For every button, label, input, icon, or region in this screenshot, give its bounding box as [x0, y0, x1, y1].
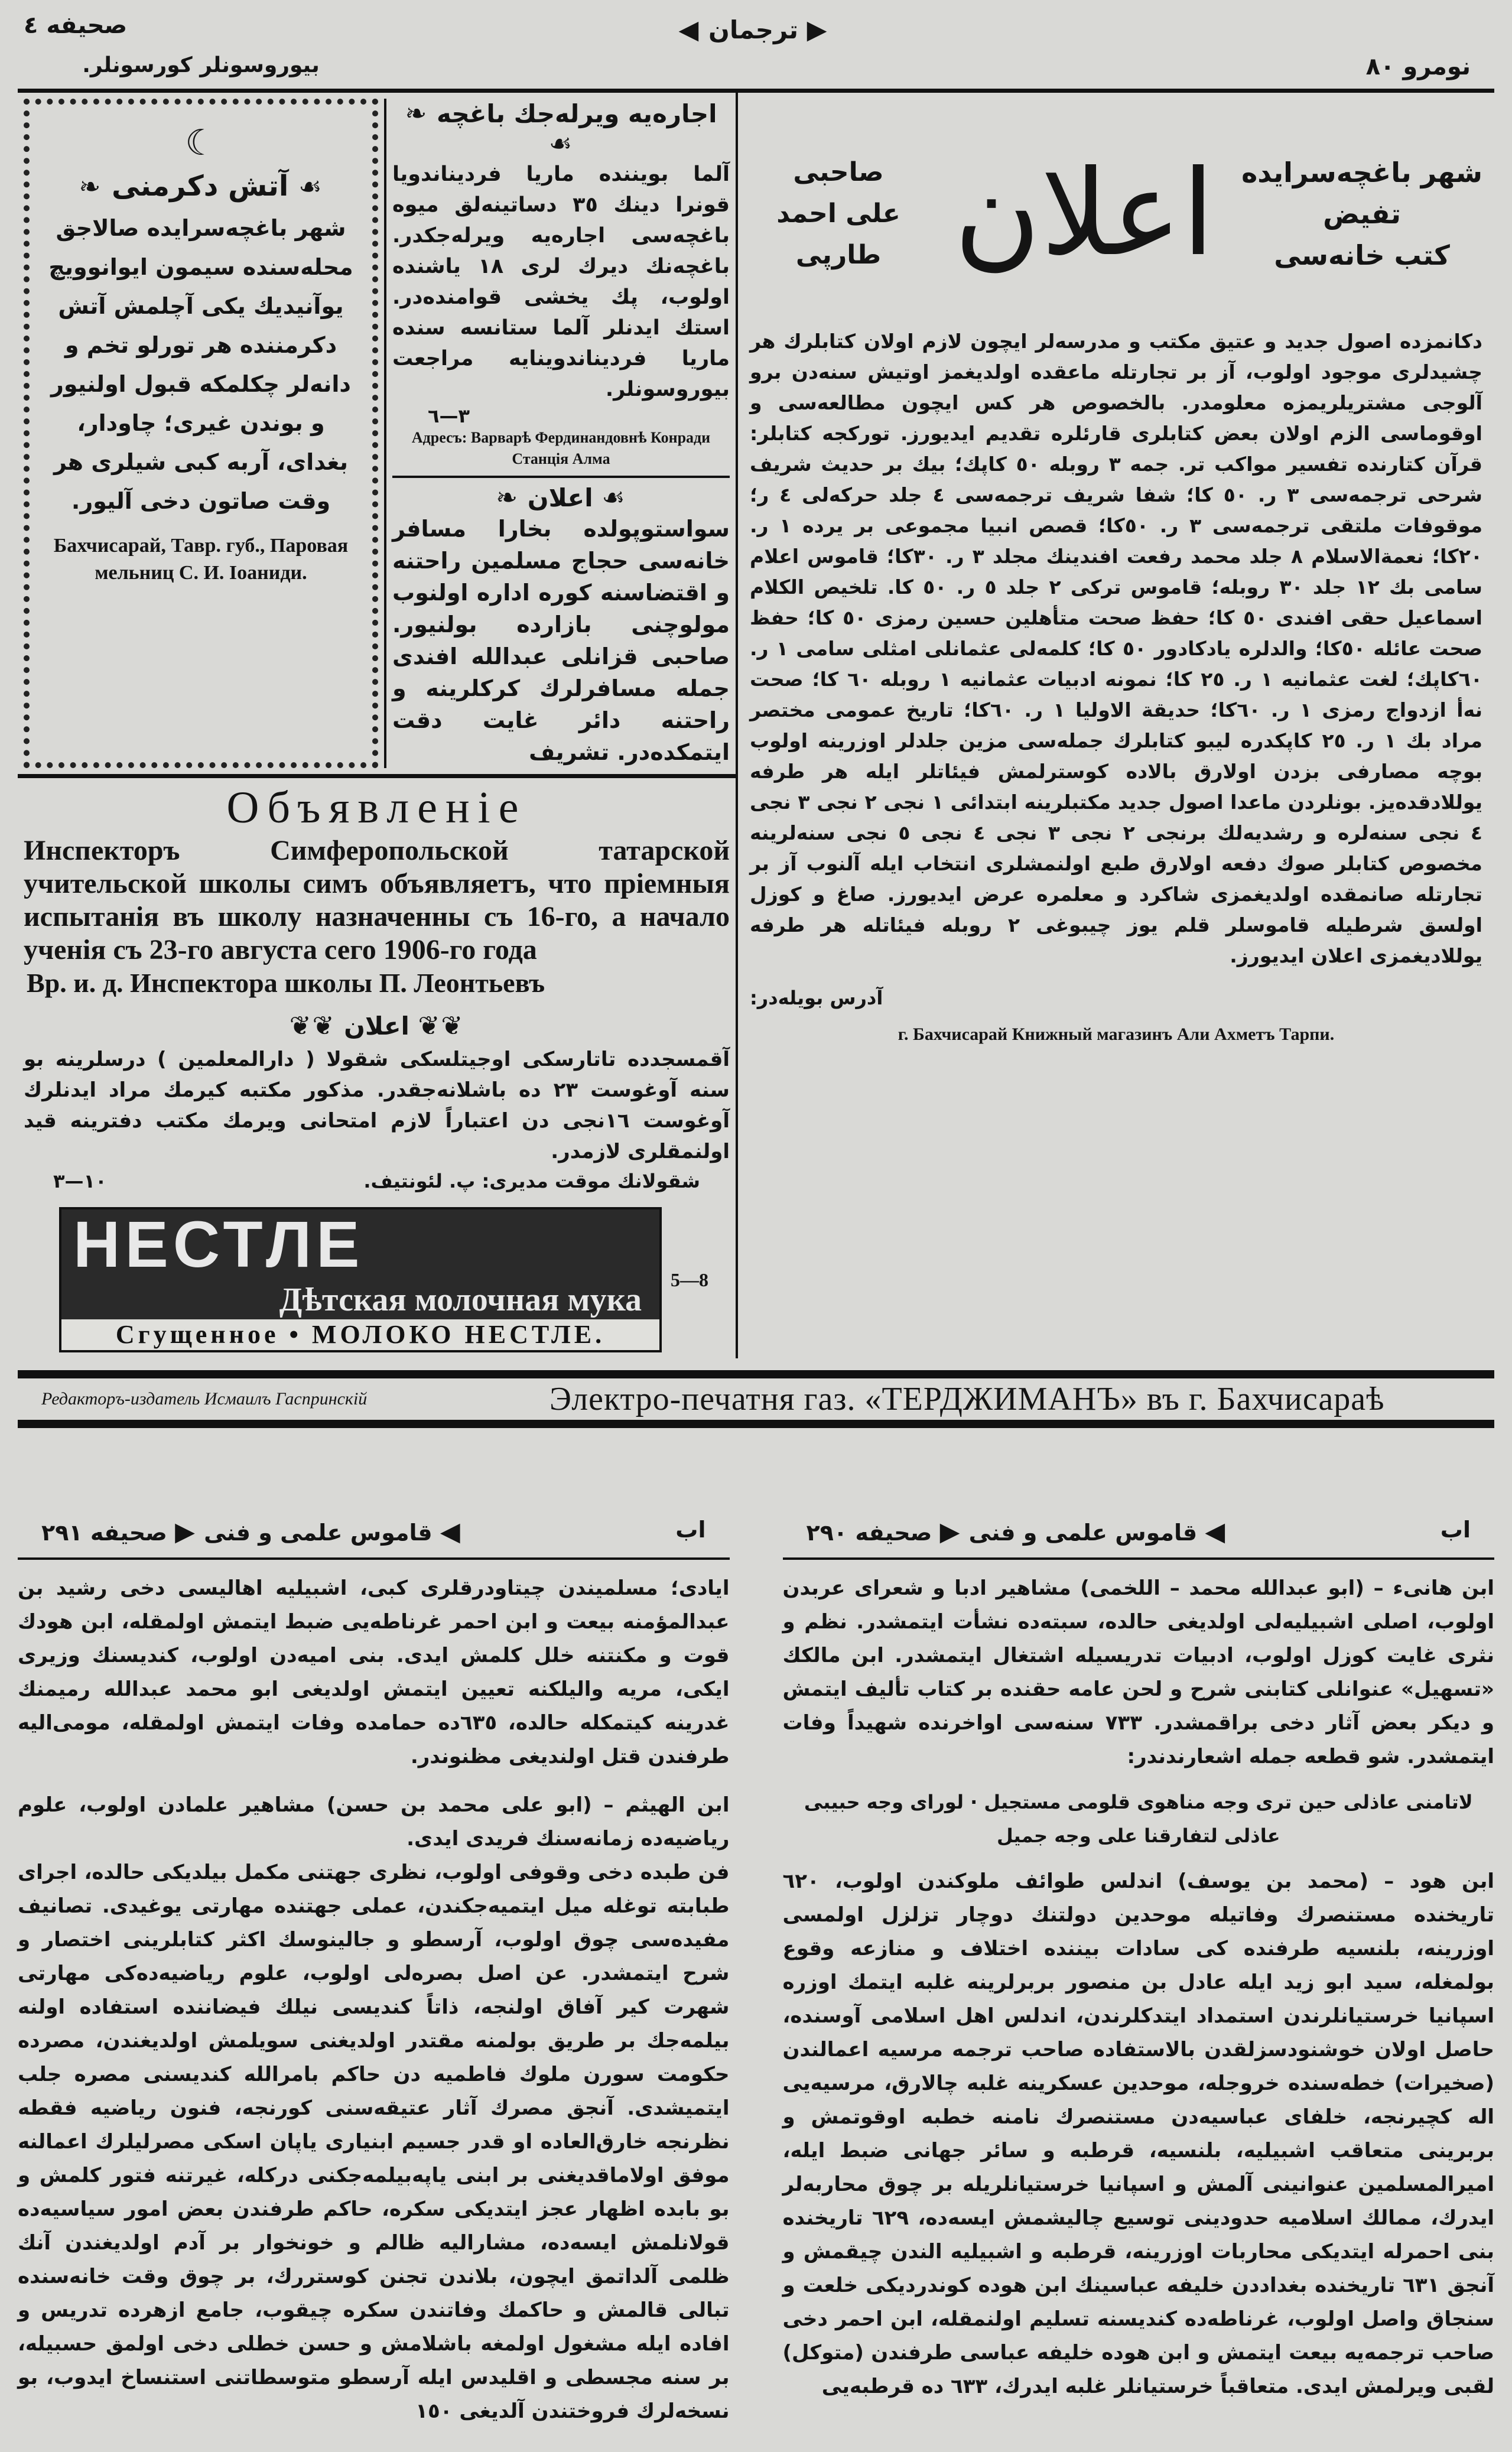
- supplement-page-right: [783, 1517, 1495, 2428]
- ad-nestle-number: 5—8: [671, 1269, 708, 1290]
- ornament-icon: ❦❦: [289, 1011, 336, 1041]
- title-text: ترجمان: [708, 15, 798, 44]
- ornament-icon: ❧: [496, 483, 519, 513]
- bookshop-owner: علی احمد طارپی: [776, 199, 900, 270]
- supplement-paragraph: ابن هود – (محمد بن یوسف) اندلس طوائف ملوكندن اولوب، ٦٢٠ تاریخنده مستنصرك وفاتیله موحدین دولتنك دوچار تزلزل اولمسی اوزرینه، بلنسیه طرفنده كی سادات بیننده اختلاف و منازعه وقوع بولمغله، سید ابو زید ایله عادل بن منصور بربرلرینه غلبه ایتمك اوزره اسپانیا خرستیانلرندن استمداد ایتدكلرندن، اندلس اهل اسلامی آوسنده، حاصل اولان خوشنودسزلقدن بالاستفاده صاحب ترجمه مرسیه اعمالندن (صخیرات) خطه‌سنده خروجله، موحدین عسكرینه غلبه چالارق، مرسیه‌یی اله كچیرنجه، خلفای عباسیه‌دن مستنصرك نامنه خطبه اوقوتمش و بربرینی متعاقب اشبیلیه، بلنسیه، قرطبه و سائر جهانی ضبط ایله، امیرالمسلمین عنوانینی آلمش و اسپانیا خرستیانلریله بر چوق محاربه‌لر ایدرك، ممالك اسلامیه حدودینی توسیع چالیشمش ایسه‌ده، ٦٢٩ تاریخنده بنی احمرله ایتدیكی محاربات اوزرینه، قرطبه و اشبیلیه الندن چیقمش و آنجق ٦٣١ تاریخنده بغداددن خلیفه عباسینك ابن هوده كوندردیكی خلعت و سنجاق واصل اولوب، غرناطه‌ده كندیسنه تسلیم اولنمقله، ابن احمر دخی صاحب ترجمه‌یه بیعت ایتمش و ابن هوده خلیفه عباسی طرفندن (متوكل) لقبی ویرلمش ایدی. متعاقباً خرستیانلر غلبه ایدرك، ٦٣٣ ده قرطبه‌یی: [782, 1869, 1494, 2398]
- bookshop-text: دكانمزده اصول جدید و عتیق مكتب و مدرسه‌لر ایچون لازم اولان كتابلرك هر چشیدلری موجود اولوب، آز بر تجارتله ماعقده اولدیغمز اوتیش سنه‌دن برو آلوجی مشتریلریمزه معلومدر. بالخصوص هر كس ایچون مطالعه‌سی و اوقوماسی الزم اولان بعض كتابلری قارئلره تقدیم ایدیورز. توركجه كتابلر: قرآن كتارنده تفسیر مواكب تر. جمه ٣ روبله ٥٠ كاپك؛ بیك بر حدیث شریف شرحی ترجمه‌سی ٣ ر. ٥٠ كا؛ شفا شریف ترجمه‌سی ٤ جلد حركه‌لی ٤ ر؛ موقوفات ملتقی ترجمه‌سی ٣ ر. ٥٠كا؛ قصص انبیا مجموعی بر یرده ١ ر. ٢٠كا؛ نعمة‌الاسلام ٨ جلد محمد رفعت افندینك مجلد ٣ ر. ٣٠كا؛ قاموس اعلام سامی بك ١٢ جلد ٣٠ روبله؛ قاموس تركی ٢ جلد ٥ ر. ٥٠ كا. تلخیص الكلام اسماعیل حقی افندی ٥٠ كا؛ حفظ صحت متأهلین حسین رمزی ٥٠ كا؛ حفظ صحت عائله ٥٠كا؛ والدلره یادكادور ٥٠ كا؛ كلمه‌لی عثمانلی امثلی سامی ١ ر. ٦٠كاپك؛ لغت عثمانیه ١ ر. ٢٥ كا؛ نمونه ادبیات عثمانیه ١ روبله ٦٠ كا؛ صحت نه‌أ ازدواج رمزی ١ ر. ٦٠كا؛ حدیقة الاولیا ١ ر. ٦٠كا؛ تاریخ عمومی مختصر مراد بك ١ ر. ٢٥ كاپكدره لیبو كتابلرك جمله‌سی مزین جلدلر اوزرینه اولوب بوچه مصارفی بزدن اولارق بالاده كوسترلمش فیئاتلر ایله هر طرفه یوللادقده‌یز. بونلردن ماعدا اصول جدید مكتبلرینه ابتدائی ١ نجی ٢ نجی ٣ نجی ٤ نجی سنه‌لره و رشدیه‌لك برنجی ٢ نجی ٣ نجی ٤ نجی ٥ نجی سنه‌لرینه مخصوص كتابلر صوك دفعه اولارق طبع اولنمشلری انتخاب ایله آلنوب آز بر تجارتله صانمقده اولدیغمزی شاكرد و معلمره عرض ایدیورز. صاغ و كوزل اولسق شرطیله قاموسلر قلم یوز چیبوغی ٢ روبله فیئاتله هر طرفه یوللادیغمزی اعلان ایدیورز.: [750, 330, 1483, 967]
- ad-orchard-number: ٣—٦: [428, 405, 470, 427]
- ad-school-tr-text: آقمسجدده تاتارسكی اوجیتلسكی شقولا ( دارالمعلمین ) درسلرینه بو سنه آوغوست ٢٣ ده باشلانه‌جقدر. مذكور مكتبه كیرمك مراد ایدنلرك آوغوست ١٦نجی دن اعتباراً لازم امتحانی ویرمك مكتب دفترینه قید اولنمقلری لازمدر.: [24, 1048, 730, 1163]
- ad-hotel-title: اعلان: [527, 483, 593, 512]
- ornament-icon: ❦❦: [418, 1011, 464, 1041]
- middle-column: [384, 99, 736, 768]
- ad-orchard-address: Адресъ: Варварѣ Фердинандовнѣ Конради Станція Алма: [411, 429, 711, 467]
- ad-nestle-line1: Дѣтская молочная мука: [279, 1282, 642, 1318]
- supplement-paragraph: ابن الهیثم – (ابو علی محمد بن حسن) مشاهیر علمادن اولوب، علوم ریاضیه‌ده زمانه‌سنك فریدی ایدی.: [18, 1793, 730, 1851]
- bookshop-tefeyyuz: تفیض: [1323, 198, 1402, 230]
- ad-mill-text: شهر باغچه‌سرایده صالاجق محله‌سنده سیمون ایوانوویچ یوآنیدیك یكی آچلمش آتش دكرمننده هر تورلو تخم و دانه‌لر چكلمكه قبول اولنیور و بوندن غیری؛ چاودار، بغدای، آربه كبی شیلری هر وقت صاتون دخی آلیور.: [48, 215, 353, 514]
- ad-school-ru-sign: Вр. и. д. Инспектора школы П. Леонтьевъ: [27, 968, 545, 998]
- crescent-icon: ☾: [185, 122, 217, 164]
- ad-mill: [24, 99, 378, 768]
- bookshop-owner-label: صاحبی: [793, 157, 884, 187]
- issue-number: نومرو ٨٠: [1365, 53, 1471, 80]
- supplement-tag: اب: [675, 1517, 706, 1543]
- ad-school-ru-text: Инспекторъ Симферопольской татарской учительской школы симъ объявляетъ, что пріемныя испытанія въ школу назначенны съ 16-го, а начало ученія съ 23-го августа сего 1906-го года: [24, 835, 730, 965]
- ornament-icon: ◀: [1205, 1517, 1227, 1547]
- supplement-paragraph: ابن هانیء – (ابو عبدالله محمد – اللخمی) مشاهیر ادبا و شعرای عربدن اولوب، اصلی اشبیلیه‌لی اولدیغی حالده، سبته‌ده نشأت ایتمشدر. نظم و نثری غایت كوزل اولوب، ادبیات تدریسیله اشتغال ایتمشدر. ابن مالكك «تسهیل» عنوانلی كتابنی شرح و لحن عامه حقنده بر كتاب تألیف ایتمش و دیكر بعض آثار دخی براقمشدر. ٧٣٣ سنه‌سی اواخرنده شهیداً وفات ایتمشدر. شو قطعه جمله اشعارندندر:: [782, 1576, 1494, 1768]
- bookshop-big-title: اعلان: [954, 145, 1215, 282]
- bookshop-label: كتب خانه‌سی: [1274, 239, 1450, 271]
- supplement-paragraph: فن طبده دخی وقوفی اولوب، نظری جهتنی مكمل بیلدیكی حالده، اجرای طبابته توغله میل ایتمیه‌جكندن، عملی جهتنده مهارتی یوغیدی. تصانیف مفیده‌سی چوق اولوب، آرسطو و جالینوسك اكثر كتابلرینی اختصار و شرح ایتمشدر. عن اصل بصره‌لی اولوب، علوم ریاضیه‌ده‌كی مهارتی شهرت كیر آفاق اولنجه، ذاتاً كندیسی نیلك فیضاننده استفاده اولنه بیلمه‌جك بر طریق بولمنه مقتدر اولدیغنی سویلمش اولدیغندن، مصرده حكومت سورن ملوك فاطمیه دن حاكم بامرالله كندیسنی مصره جلب ایتمیشدی. آنجق مصرك آثار عتیقه‌سنی كورنجه، فنون ریاضیه فقطه نظرنجه خارق‌العاده او قدر جسیم ابنیاری یاپان اسكی مصرلیلرك اعمالنه موفق اولاماقدیغنی بر ابنی یاپه‌بیلمه‌جكنی دركله، غیرتنه فتور كلمش و بو بابده اظهار عجز ایتدیكی سكره، حاكم طرفندن بعض امور سیاسیه‌ده قولانلمش ایسه‌ده، مشارالیه ظالم و خونخوار بر آدم اولدیغندن آنك ظلمی آلداتمق ایچون، بلاندن تجنن كوستررك، بر چوق وقت خانه‌سنده تبالی قالمش و حاكمك وفاتندن سكره چیقوب، جامع ازهرده تدریس و افاده ایله مشغول اولمغه باشلامش و حسن خطلی دخی اولمق حسبیله، بر سنه مجسطی و اقلیدس ایله آرسطو متوسطاتنی استنساخ ایدوب، بو نسخه‌لرك فروختندن آلدیغی ١٥٠: [18, 1861, 730, 2423]
- ornament-icon: ☙: [548, 129, 574, 159]
- ad-mill-title: آتش دكرمنی: [112, 170, 289, 203]
- footer-band: [18, 1370, 1494, 1428]
- ad-nestle-line2: Сгущенное • МОЛОКО НЕСТЛЕ.: [61, 1319, 659, 1350]
- ad-school-tr: [18, 1009, 736, 1195]
- supplement-paragraph: ایادی؛ مسلمیندن چیتاودرقلری كبی، اشبیلیه اهالیسی دخی رشید بن عبدالمؤمنه بیعت و ابن احمر غرناطه‌یی ضبط ایتمش اولمقله، ابن هودك قوت و مكنتنه خلل كلمش ایدی. بنی امیه‌دن اولوب، كندیسنك وزیری ایكی، مریه والیلكنه تعیین ایتمش اولدیغی ابو محمد عبدالله رمیمنك غدرینه كیتمكله حالده، ٦٣٥ده حمامده وفات ایتمش اولمقله، مومی‌الیه طرفندن قتل اولندیغی مظنوندر.: [18, 1576, 730, 1768]
- ornament-icon: ◀: [440, 1517, 461, 1547]
- ornament-icon: ▶: [175, 1517, 196, 1547]
- ornament-icon: ❧: [79, 172, 102, 202]
- supplement-title: قاموس علمی و فنی: [968, 1520, 1198, 1546]
- press-line: Электро-печатня газ. «ТЕРДЖИМАНЪ» въ г. Бахчисараѣ: [549, 1381, 1385, 1417]
- ad-hotel: [392, 478, 730, 768]
- ad-school-tr-sign: شقولانك موقت مدیری: پ. لئونتیف.: [363, 1170, 700, 1192]
- newspaper-title: [620, 15, 886, 45]
- top-section: [18, 89, 1494, 1358]
- bookshop-address-label: آدرس بویله‌در:: [750, 987, 883, 1009]
- ad-school-ru: [18, 778, 736, 1000]
- ad-school-tr-number: ١٠—٣: [53, 1170, 107, 1192]
- ad-school-ru-title: Объявленіе: [226, 783, 527, 832]
- supplement-tag: اب: [1440, 1517, 1471, 1543]
- ornament-icon: ☙: [298, 172, 323, 202]
- ad-mill-top: بيوروسونلر كورسونلر.: [82, 53, 320, 77]
- supplement-page: صحیفه ٢٩١: [41, 1520, 167, 1546]
- ornament-icon: ◀: [678, 15, 700, 45]
- ad-orchard-text: آلما بویننده ماریا فردیناندویا قونرا دینك ٣٥ دساتینه‌لق میوه باغچه‌سی اجاره‌یه ویرله‌جكدر. باغچه‌نك دیرك لری ١٨ یاشنده اولوب، پك یخشی قوامنده‌در. استك ایدنلر آلما ستانسه سنده ماریا فردیناندوینایه مراجعت بیوروسونلر.: [392, 162, 730, 401]
- editor-line: Редакторъ-издатель Исмаилъ Гаспринскій: [41, 1389, 368, 1409]
- page-number-header: صحیفه ٤: [24, 12, 128, 39]
- ornament-icon: ❧: [405, 99, 428, 129]
- ads-row: [18, 93, 736, 778]
- page-header: [18, 12, 1494, 89]
- supplement-page: صحیفه ٢٩٠: [806, 1520, 932, 1546]
- supplement-section: [18, 1517, 1494, 2428]
- ornament-icon: ☙: [601, 483, 626, 513]
- supplement-page-left: [18, 1517, 730, 2428]
- ornament-icon: ▶: [939, 1517, 961, 1547]
- left-column: [18, 93, 736, 1358]
- ad-bookshop: [736, 93, 1494, 1358]
- ad-hotel-text: سواستوپولده بخارا مسافر خانه‌سی حجاج مسلمین راحتنه و اقتضاسنه كوره اداره اولنوب مولوچنی بازارده بولنیور. صاحبی قزانلی عبدالله افندی جمله مسافرلرك كركلرینه و راحتنه دائر غایت دقت ایتمكده‌در. تشریف: [392, 516, 730, 765]
- supplement-verse: لاتامنی عاذلی حین تری وجه مناهوی قلومی مستجیل · لورای وجه حبیبی عاذلی لتفارقنا علی وجه جمیل: [804, 1791, 1473, 1847]
- ad-nestle-brand: НЕСТЛЕ: [73, 1208, 365, 1281]
- bookshop-city: شهر باغچه‌سرایده: [1241, 157, 1482, 188]
- ad-nestle: [59, 1207, 662, 1352]
- bookshop-address: г. Бахчисарай Книжный магазинъ Али Ахметъ Тарпи.: [898, 1025, 1335, 1044]
- ornament-icon: ▶: [807, 15, 828, 45]
- ad-mill-address: Бахчисарай, Тавр. губ., Паровая мельниц С. И. Іоаниди.: [53, 535, 349, 584]
- ad-orchard: [392, 99, 730, 478]
- ad-orchard-title: اجاره‌یه ویرله‌جك باغچه: [437, 99, 717, 128]
- ad-school-tr-title: اعلان: [344, 1012, 409, 1040]
- supplement-title: قاموس علمی و فنی: [204, 1520, 433, 1546]
